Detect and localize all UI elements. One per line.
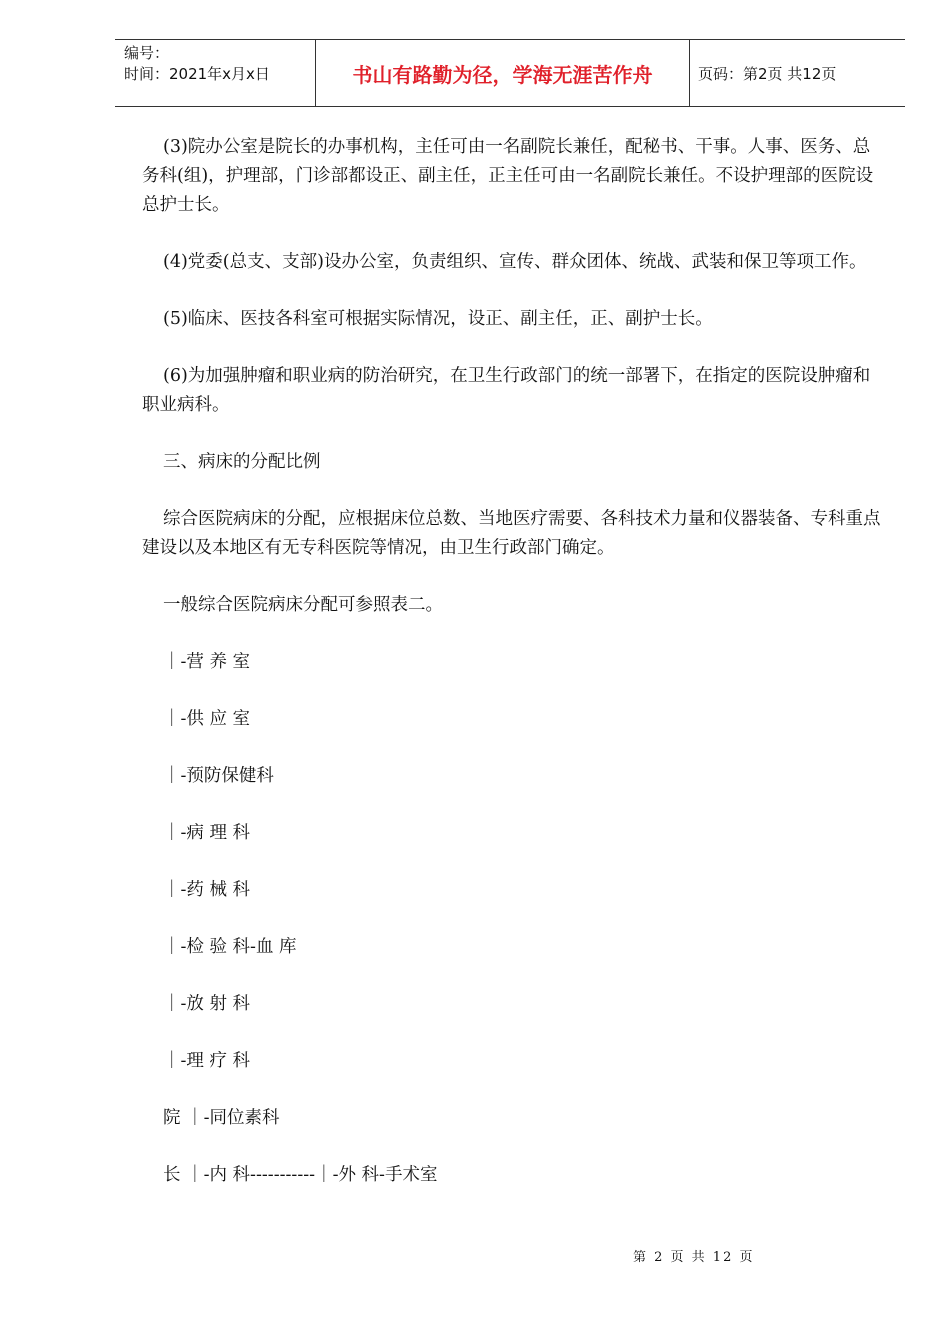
header-motto: 书山有路勤为径，学海无涯苦作舟	[316, 40, 690, 106]
page-header	[115, 39, 905, 107]
org-chart-line: ｜-营 养 室	[163, 652, 251, 672]
org-chart-line: 长 ｜-内 科-----------｜-外 科-手术室	[163, 1165, 438, 1185]
page-footer: 第 2 页 共 12 页	[633, 1250, 755, 1265]
org-chart-line: ｜-放 射 科	[163, 994, 251, 1014]
paragraph: (6)为加强肿瘤和职业病的防治研究，在卫生行政部门的统一部署下，在指定的医院设肿瘤和职业病科。	[142, 366, 871, 415]
org-chart-line: ｜-理 疗 科	[163, 1051, 251, 1071]
section-heading: 三、病床的分配比例	[163, 452, 321, 472]
org-chart-line: 院 ｜-同位素科	[163, 1108, 280, 1128]
paragraph: (5)临床、医技各科室可根据实际情况，设正、副主任，正、副护士长。	[163, 309, 713, 329]
header-page-info: 页码：第2页 共12页	[698, 64, 837, 83]
document-body	[142, 133, 882, 1218]
paragraph: 一般综合医院病床分配可参照表二。	[163, 595, 443, 615]
header-meta	[115, 40, 316, 106]
time-label: 时间：2021年x月x日	[124, 65, 270, 83]
org-chart-line: ｜-预防保健科	[163, 766, 274, 786]
paragraph: (4)党委(总支、支部)设办公室，负责组织、宣传、群众团体、统战、武装和保卫等项工作。	[163, 252, 867, 272]
paragraph: 综合医院病床的分配，应根据床位总数、当地医疗需要、各科技术力量和仪器装备、专科重点建设以及本地区有无专科医院等情况，由卫生行政部门确定。	[142, 509, 881, 558]
org-chart-line: ｜-供 应 室	[163, 709, 251, 729]
org-chart-line: ｜-药 械 科	[163, 880, 251, 900]
paragraph: (3)院办公室是院长的办事机构，主任可由一名副院长兼任，配秘书、干事。人事、医务、总务科(组)，护理部，门诊部都设正、副主任，正主任可由一名副院长兼任。不设护理部的医院设总护士长。	[142, 137, 874, 215]
serial-label: 编号：	[124, 44, 170, 62]
org-chart-line: ｜-病 理 科	[163, 823, 251, 843]
org-chart-line: ｜-检 验 科-血 库	[163, 937, 297, 957]
